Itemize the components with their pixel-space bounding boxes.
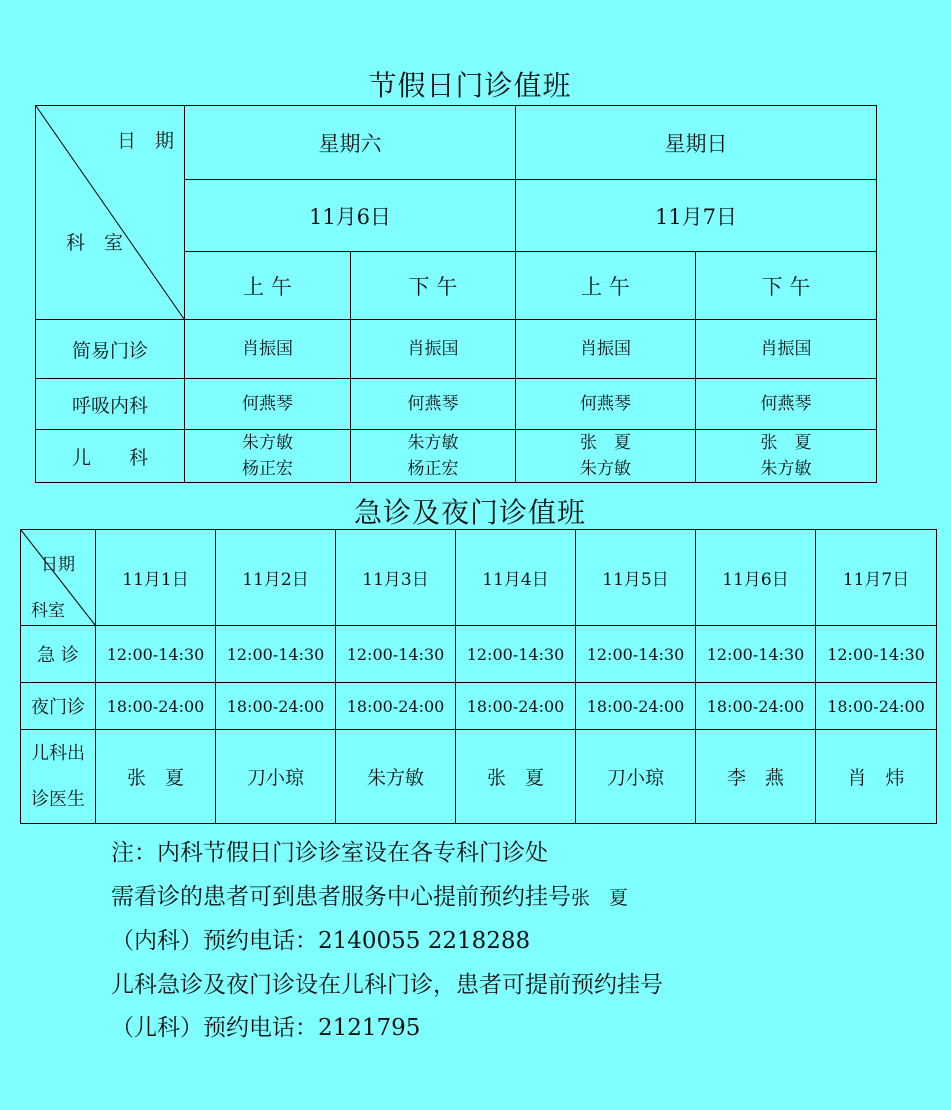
time-cell: 12:00-14:30: [216, 626, 336, 683]
corner-date-label: 日 期: [116, 130, 174, 152]
doctor-cell: 肖振国: [185, 320, 351, 379]
date-header: 11月1日: [96, 530, 216, 626]
doctor-name: 朱方敏: [760, 459, 812, 479]
dept-label: 呼吸内科: [36, 379, 185, 430]
corner-date-label: 日期: [41, 555, 75, 575]
doctor-cell: 朱方敏: [336, 730, 456, 824]
dept-label: 简易门诊: [36, 320, 185, 379]
time-cell: 12:00-14:30: [696, 626, 816, 683]
holiday-schedule-title: 节假日门诊值班: [368, 69, 572, 102]
time-cell: 18:00-24:00: [816, 683, 937, 730]
time-cell: 18:00-24:00: [96, 683, 216, 730]
weekday-header: 星期六: [185, 106, 516, 180]
time-cell: 12:00-14:30: [576, 626, 696, 683]
time-cell: 18:00-24:00: [576, 683, 696, 730]
doctor-cell: [185, 430, 351, 483]
emergency-schedule-table: [20, 529, 937, 824]
period-header: 下 午: [696, 252, 877, 320]
time-cell: 12:00-14:30: [816, 626, 937, 683]
table-row: [36, 430, 877, 483]
date-header: 11月2日: [216, 530, 336, 626]
notes-section: [111, 832, 663, 1051]
table-row: [21, 683, 937, 730]
row-label: 急 诊: [21, 626, 96, 683]
doctor-cell: 肖振国: [516, 320, 696, 379]
note-text: 需看诊的患者可到患者服务中心提前预约挂号: [111, 883, 571, 910]
table-row: [36, 379, 877, 430]
doctor-cell: 刀小琼: [216, 730, 336, 824]
time-cell: 18:00-24:00: [336, 683, 456, 730]
doctor-name: 张 夏: [760, 433, 812, 453]
doctor-cell: 何燕琴: [351, 379, 516, 430]
doctor-cell: [516, 430, 696, 483]
date-header: 11月7日: [516, 180, 877, 252]
doctor-name: 杨正宏: [407, 459, 459, 479]
period-header: 下 午: [351, 252, 516, 320]
table-row: [36, 320, 877, 379]
doctor-cell: [696, 430, 877, 483]
holiday-schedule-table: [35, 105, 877, 483]
corner-dept-label: 科室: [31, 601, 65, 621]
doctor-cell: 张 夏: [456, 730, 576, 824]
note-line: （儿科）预约电话：2121795: [111, 1015, 421, 1041]
period-header: 上 午: [185, 252, 351, 320]
doctor-cell: 何燕琴: [696, 379, 877, 430]
corner-dept-label: 科 室: [66, 232, 124, 254]
doctor-name: 朱方敏: [407, 433, 459, 453]
corner-header: [21, 530, 96, 626]
doctor-cell: 肖 炜: [816, 730, 937, 824]
doctor-cell: 李 燕: [696, 730, 816, 824]
doctor-cell: 张 夏: [96, 730, 216, 824]
doctor-cell: 肖振国: [351, 320, 516, 379]
weekday-header: 星期日: [516, 106, 877, 180]
note-line: [111, 876, 663, 921]
date-header: 11月6日: [185, 180, 516, 252]
time-cell: 12:00-14:30: [96, 626, 216, 683]
note-line: 注：内科节假日门诊诊室设在各专科门诊处: [111, 840, 548, 866]
time-cell: 18:00-24:00: [456, 683, 576, 730]
row-label: [21, 730, 96, 824]
date-header: 11月6日: [696, 530, 816, 626]
doctor-cell: 何燕琴: [185, 379, 351, 430]
doctor-cell: [351, 430, 516, 483]
row-label-line: 儿科出: [31, 742, 85, 764]
date-header: 11月7日: [816, 530, 937, 626]
doctor-name: 朱方敏: [242, 433, 293, 453]
time-cell: 12:00-14:30: [336, 626, 456, 683]
date-header: 11月3日: [336, 530, 456, 626]
note-signature: 张 夏: [571, 886, 629, 909]
time-cell: 18:00-24:00: [216, 683, 336, 730]
row-label-line: 诊医生: [31, 788, 85, 810]
date-header: 11月5日: [576, 530, 696, 626]
row-label: 夜门诊: [21, 683, 96, 730]
date-header: 11月4日: [456, 530, 576, 626]
doctor-cell: 刀小琼: [576, 730, 696, 824]
period-header: 上 午: [516, 252, 696, 320]
time-cell: 18:00-24:00: [696, 683, 816, 730]
doctor-cell: 何燕琴: [516, 379, 696, 430]
dept-label: 儿 科: [36, 430, 185, 483]
corner-header: [36, 106, 185, 320]
doctor-name: 朱方敏: [580, 459, 631, 479]
doctor-name: 张 夏: [580, 433, 631, 453]
emergency-schedule-title: 急诊及夜门诊值班: [353, 496, 586, 529]
note-line: （内科）预约电话：2140055 2218288: [111, 928, 531, 954]
time-cell: 12:00-14:30: [456, 626, 576, 683]
table-row: [21, 730, 937, 824]
note-line: 儿科急诊及夜门诊设在儿科门诊，患者可提前预约挂号: [111, 971, 663, 998]
doctor-name: 杨正宏: [242, 459, 293, 479]
doctor-cell: 肖振国: [696, 320, 877, 379]
table-row: [21, 626, 937, 683]
